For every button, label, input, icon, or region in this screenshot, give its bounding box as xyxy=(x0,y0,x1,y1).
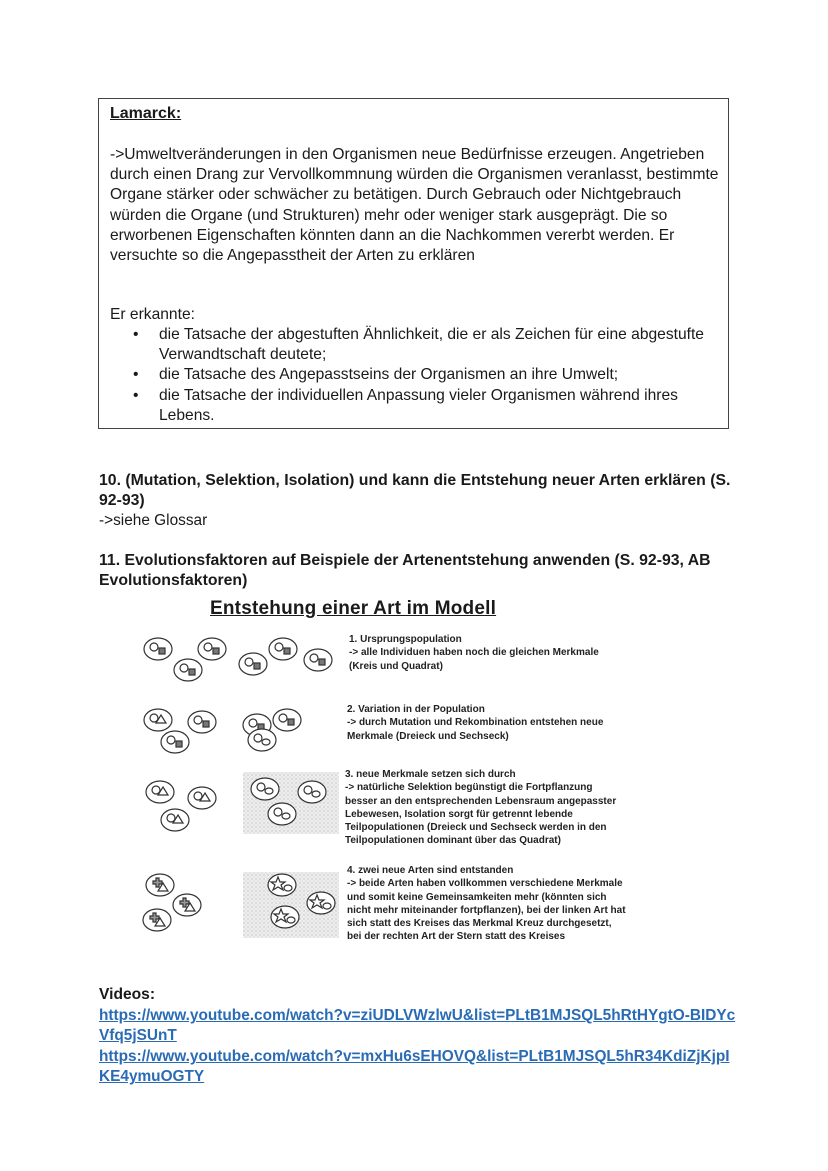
diagram-title: Entstehung einer Art im Modell xyxy=(210,598,497,619)
er-erkannte-label: Er erkannte: xyxy=(110,306,195,323)
step-1-text xyxy=(349,633,599,673)
bullet-text: die Tatsache der individuellen Anpassung vieler Organismen während ihres Lebens. xyxy=(159,386,678,424)
video-link-2[interactable]: https://www.youtube.com/watch?v=mxHu6sEHOVQ&list=PLtB1MJSQL5hR34KdiZjKjpIKE4ymuOGTY xyxy=(99,1048,730,1086)
lamarck-paragraph xyxy=(110,145,720,266)
video-link-1[interactable]: https://www.youtube.com/watch?v=ziUDLVWzlwU&list=PLtB1MJSQL5hRtHYgtO-BIDYcVfq5jSUnT xyxy=(99,1007,736,1045)
step-line: und somit keine Gemeinsamkeiten mehr (könnten sich xyxy=(347,891,607,903)
bullet-icon: • xyxy=(133,366,139,384)
section-10-note: ->siehe Glossar xyxy=(99,512,208,529)
section-10-heading: 10. (Mutation, Selektion, Isolation) und kann die Entstehung neuer Arten erklären (S. 92-93) xyxy=(99,472,731,510)
speciation-diagram xyxy=(135,622,675,952)
step-line: Lebewesen, Isolation sorgt für getrennt lebende xyxy=(345,808,573,820)
step-3-text xyxy=(345,768,616,848)
step-line: Teilpopulationen (Dreieck und Sechseck werden in den xyxy=(345,822,607,834)
videos-label: Videos: xyxy=(99,986,156,1003)
step-line: 1. Ursprungspopulation xyxy=(349,634,462,645)
step-line: 3. neue Merkmale setzen sich durch xyxy=(345,769,516,780)
bullet-text: die Tatsache der abgestuften Ähnlichkeit, die er als Zeichen für eine abgestufte Verwandtschaft deutete; xyxy=(159,326,704,364)
step-line: -> alle Individuen haben noch die gleichen Merkmale xyxy=(349,647,599,659)
section-11-heading: 11. Evolutionsfaktoren auf Beispiele der Artenentstehung anwenden (S. 92-93, AB Evolutionsfaktoren) xyxy=(99,552,711,590)
lamarck-title: Lamarck: xyxy=(110,105,182,122)
bullet-text: die Tatsache des Angepasstseins der Organismen an ihre Umwelt; xyxy=(159,366,619,384)
bullet-icon: • xyxy=(133,386,139,404)
lamarck-bullet-list xyxy=(130,325,725,426)
step-2-text xyxy=(347,703,603,743)
step-line: Merkmale (Dreieck und Sechseck) xyxy=(347,730,509,742)
list-item xyxy=(130,386,725,426)
step-line: besser an den entsprechenden Lebensraum angepasster xyxy=(345,795,617,807)
step-line: sich statt des Kreises das Merkmal Kreuz durchgesetzt, xyxy=(347,918,612,930)
step-line: -> natürliche Selektion begünstigt die Fortpflanzung xyxy=(345,782,593,794)
step-line: 2. Variation in der Population xyxy=(347,704,485,715)
step-line: -> beide Arten haben vollkommen verschiedene Merkmale xyxy=(347,878,623,890)
step-line: Teilpopulationen dominant über das Quadrat) xyxy=(345,835,561,847)
step-4-text xyxy=(347,864,626,944)
list-item xyxy=(130,365,725,385)
lamarck-paragraph-text: ->Umweltveränderungen in den Organismen neue Bedürfnisse erzeugen. Angetrieben durch einen Drang zur Vervollkommnung würden die Organismen veranlasst, bestimmte Organe stärker oder schwächer zu betätigen. Durch Gebrauch oder Nichtgebrauch würden die Organe (und Strukturen) mehr oder weniger stark ausgeprägt. Die so erworbenen Eigenschaften könnten dann an die Nachkommen vererbt werden. Er versuchte so die Angepasstheit der Arten zu erklären xyxy=(110,146,719,265)
bullet-icon: • xyxy=(133,326,139,343)
row1-organisms xyxy=(144,638,332,681)
step-line: -> durch Mutation und Rekombination entstehen neue xyxy=(347,717,604,729)
step-line: (Kreis und Quadrat) xyxy=(349,660,443,672)
list-item xyxy=(130,325,725,365)
row2-organisms xyxy=(144,709,301,753)
step-line: bei der rechten Art der Stern statt des Kreises xyxy=(347,931,566,943)
step-line: 4. zwei neue Arten sind entstanden xyxy=(347,865,514,876)
step-line: nicht mehr miteinander fortpflanzen), bei der linken Art hat xyxy=(347,904,626,916)
